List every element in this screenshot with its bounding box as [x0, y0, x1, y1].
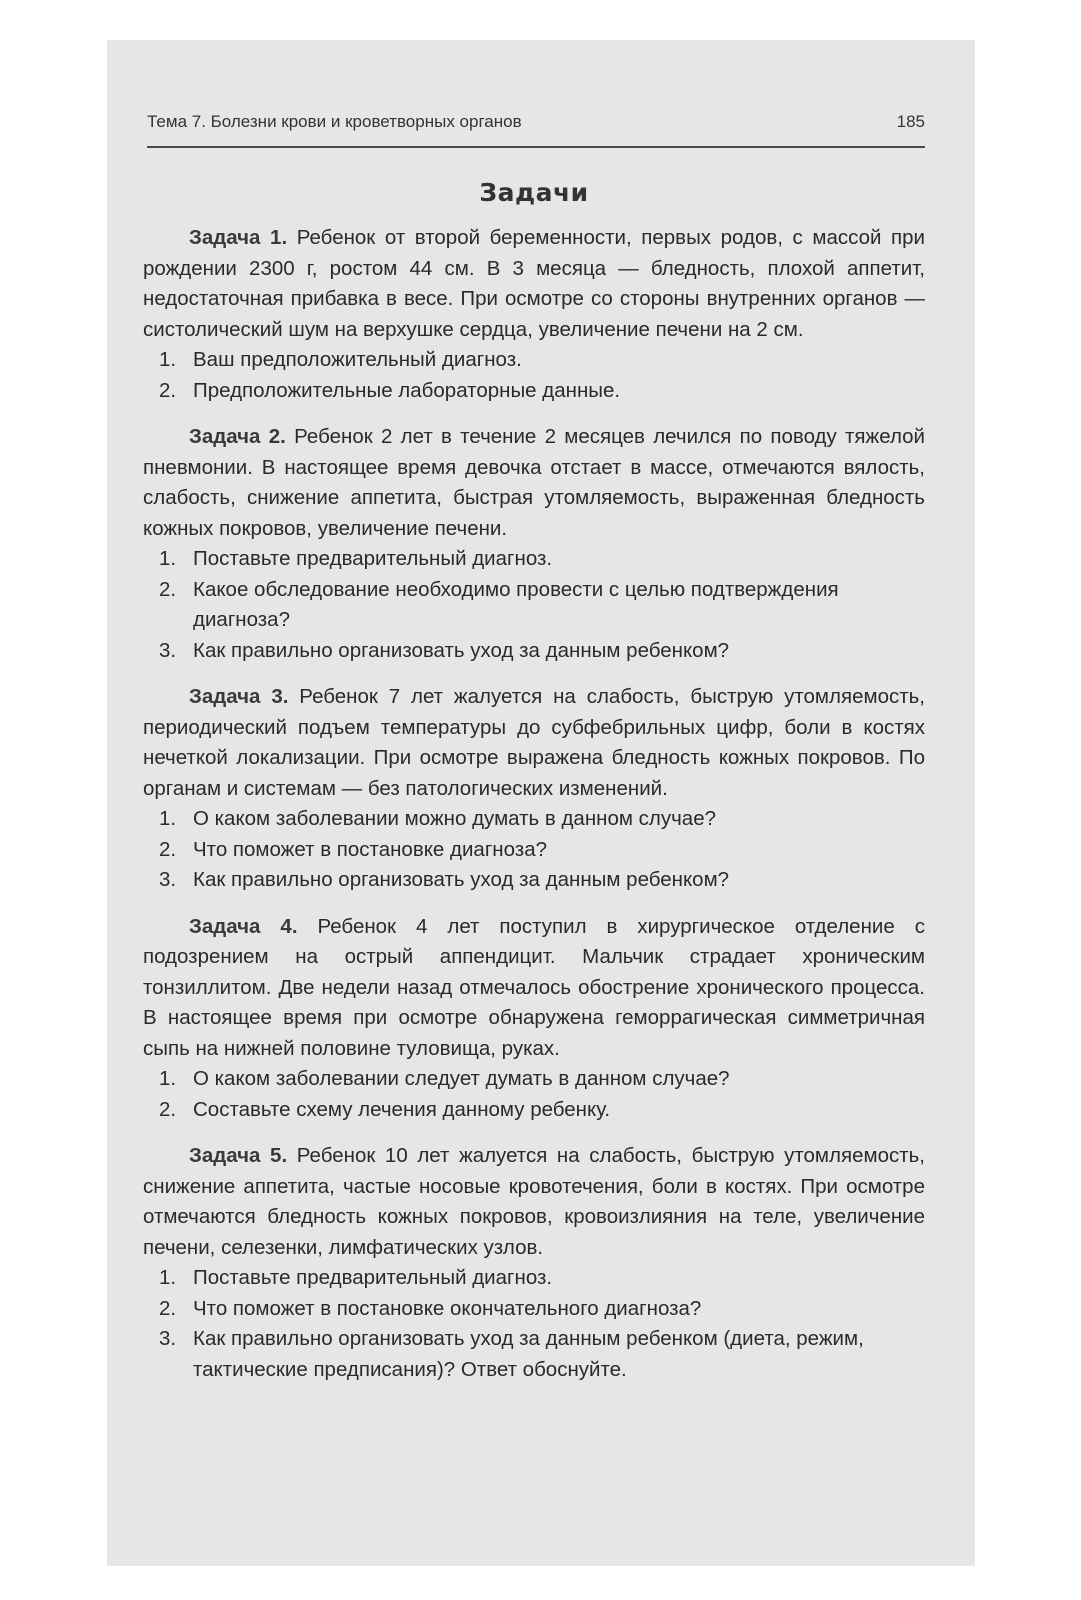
question-text: Составьте схему лечения данному ребенку. — [193, 1097, 611, 1121]
task-2 — [143, 422, 925, 666]
task-body: Ребенок 4 лет поступил в хирургическое отделение с подозрением на острый аппендицит. Мальчик страдает хроническим тонзиллитом. Две недели назад отмечалось обострение хронического процесса. В настоящее время при осмотре обнаружена геморрагическая симметричная сыпь на нижней половине туловища, руках. — [143, 914, 925, 1060]
task-text — [143, 223, 925, 345]
question-text: О каком заболевании можно думать в данном случае? — [193, 807, 717, 830]
question-item — [143, 376, 925, 407]
question-item — [143, 1064, 925, 1095]
question-number: 1. — [159, 1067, 177, 1090]
book-page — [107, 40, 975, 1566]
question-text: Что поможет в постановке окончательного диагноза? — [193, 1296, 702, 1320]
task-text — [143, 682, 925, 804]
question-text: Как правильно организовать уход за данным ребенком (диета, режим, тактические предписания)? Ответ обоснуйте. — [193, 1327, 864, 1381]
header-rule — [147, 146, 925, 148]
task-label: Задача 5. — [189, 1144, 288, 1167]
question-item — [143, 544, 925, 575]
running-head — [147, 112, 925, 136]
question-item — [143, 575, 925, 636]
task-body: Ребенок 10 лет жалуется на слабость, быструю утомляемость, снижение аппетита, частые носовые кровотечения, боли в костях. При осмотре отмечаются бледность кожных покровов, кровоизлияния на теле, увеличение печени, селезенки, лимфатических узлов. — [143, 1144, 925, 1259]
question-number: 3. — [159, 638, 177, 662]
question-number: 2. — [159, 1296, 177, 1320]
question-list — [143, 544, 925, 666]
task-5 — [143, 1141, 925, 1385]
question-text: Поставьте предварительный диагноз. — [193, 1266, 553, 1289]
question-text: Поставьте предварительный диагноз. — [193, 547, 553, 570]
section-title: Задачи — [479, 178, 589, 207]
question-item — [143, 1294, 925, 1325]
question-list — [143, 1263, 925, 1385]
question-text: Как правильно организовать уход за данным ребенком? — [193, 638, 730, 662]
running-head-title: Тема 7. Болезни крови и кроветворных органов — [147, 112, 522, 131]
question-text: О каком заболевании следует думать в данном случае? — [193, 1067, 730, 1090]
question-item — [143, 1324, 925, 1385]
task-1 — [143, 223, 925, 406]
question-item — [143, 636, 925, 667]
task-text — [143, 422, 925, 544]
question-text: Что поможет в постановке диагноза? — [193, 837, 547, 861]
question-item — [143, 1263, 925, 1294]
question-number: 1. — [159, 1266, 177, 1289]
question-text: Предположительные лабораторные данные. — [193, 378, 621, 402]
page-content — [143, 178, 925, 1401]
question-number: 2. — [159, 1097, 177, 1121]
task-3 — [143, 682, 925, 896]
question-item — [143, 865, 925, 896]
task-label: Задача 3. — [189, 685, 289, 708]
task-4 — [143, 912, 925, 1126]
question-number: 2. — [159, 378, 177, 402]
question-text: Ваш предположительный диагноз. — [193, 348, 522, 371]
task-body: Ребенок 2 лет в течение 2 месяцев лечился по поводу тяжелой пневмонии. В настоящее время девочка отстает в массе, отмечаются вялость, слабость, снижение аппетита, быстрая утомляемость, выраженная бледность кожных покровов, увеличение печени. — [143, 425, 925, 540]
question-text: Какое обследование необходимо провести с целью подтверждения диагноза? — [193, 577, 839, 631]
question-item — [143, 804, 925, 835]
page-number: 185 — [896, 112, 925, 131]
question-number: 2. — [159, 577, 177, 601]
question-list — [143, 1064, 925, 1125]
task-text — [143, 1141, 925, 1263]
question-item — [143, 345, 925, 376]
task-body: Ребенок 7 лет жалуется на слабость, быструю утомляемость, периодический подъем температуры до субфебрильных цифр, боли в костях нечеткой локализации. При осмотре выражена бледность кожных покровов. По органам и системам — без патологических изменений. — [143, 685, 925, 800]
question-number: 1. — [159, 807, 177, 830]
question-list — [143, 804, 925, 896]
question-text: Как правильно организовать уход за данным ребенком? — [193, 868, 730, 891]
question-number: 2. — [159, 837, 177, 861]
question-item — [143, 835, 925, 866]
question-number: 3. — [159, 868, 177, 891]
question-item — [143, 1095, 925, 1126]
question-list — [143, 345, 925, 406]
question-number: 1. — [159, 547, 177, 570]
question-number: 1. — [159, 348, 177, 371]
task-text — [143, 912, 925, 1065]
task-label: Задача 4. — [189, 914, 298, 938]
question-number: 3. — [159, 1327, 177, 1350]
task-label: Задача 2. — [189, 425, 286, 448]
task-label: Задача 1. — [189, 226, 288, 249]
task-body: Ребенок от второй беременности, первых родов, с массой при рождении 2300 г, ростом 44 см. В 3 месяца — бледность, плохой аппетит, недостаточная прибавка в весе. При осмотре со стороны внутренних органов — систолический шум на верхушке сердца, увеличение печени на 2 см. — [143, 226, 925, 341]
